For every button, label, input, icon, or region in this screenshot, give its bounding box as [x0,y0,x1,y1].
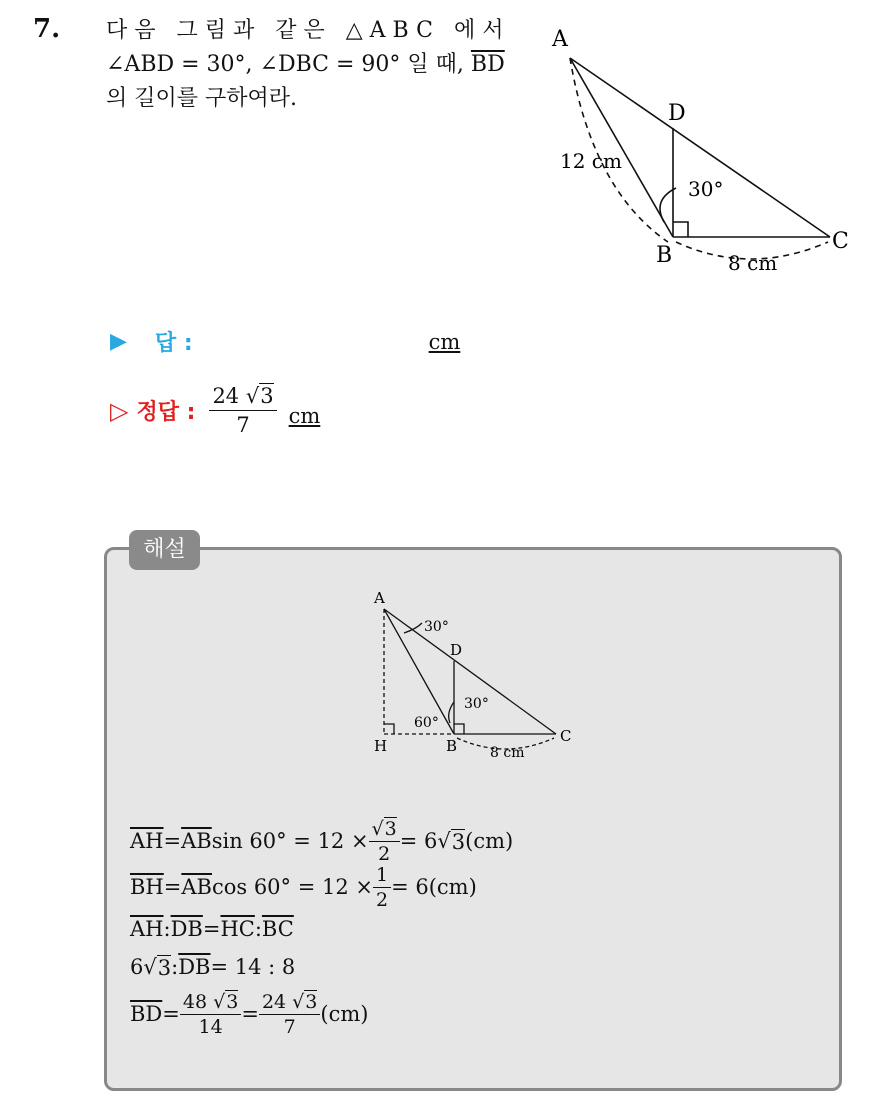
correct-label: 정답 : [136,400,196,425]
denominator: 2 [376,888,389,911]
sol-label-b: B [446,737,458,755]
label-b: B [656,243,673,268]
seg-hc: $\overline{HC}$ [220,917,255,941]
solution-lines [130,818,513,1042]
numerator: 24 √3 [259,991,320,1015]
colon: : [254,917,262,941]
sol-side-ac [384,609,556,734]
int: 24 [261,990,287,1013]
seg-bc: $\overline{BC}$ [261,917,294,941]
fraction-2 [259,991,320,1038]
eq: = [241,1002,259,1026]
sol-label-len-bc: 8 cm [490,745,525,761]
sol-angle-arc-b [449,702,454,723]
sol-right-angle-b [454,724,464,734]
seg-db: $\overline{DB}$ [170,917,203,941]
eq: = [202,917,221,941]
sqrt-value: 3 [226,990,239,1013]
text: (cm) [465,829,514,853]
seg-ah: $\overline{AH}$ [130,917,164,941]
colon: : [171,955,179,979]
fraction [369,818,400,865]
seg-ah: $\overline{AH}$ [130,829,164,853]
fraction [373,864,391,911]
answer-label: 답 : [154,331,193,356]
answer-row [110,326,460,357]
solution-line-3 [130,910,513,948]
numerator: √3 [369,818,400,842]
label-d: D [668,101,686,126]
text: cos 60° = 12 × [211,875,373,899]
correct-unit: cm [288,403,321,428]
denominator: 7 [283,1015,296,1038]
int: 48 [182,990,208,1013]
correct-denominator: 7 [236,413,250,437]
seg-ab: $\overline{AB}$ [181,829,212,853]
correct-numerator: 24 √3 [209,383,276,411]
answer-arrow-icon: ▶ [110,329,127,354]
question-number: 7. [33,14,61,44]
label-a: A [552,27,568,52]
eq: = [163,875,182,899]
text: sin 60° = 12 × [211,829,369,853]
numerator: 48 √3 [180,991,241,1015]
eq: = [163,829,182,853]
text: (cm) [320,1002,369,1026]
question-line-2 [106,48,526,82]
answer-unit: cm [428,329,461,354]
text: = 6(cm) [391,875,477,899]
triangle-figure [540,20,860,280]
side-ac [570,58,830,237]
sol-label-angle-a: 30° [424,619,449,635]
label-len-bc: 8 cm [728,251,778,275]
sol-label-d: D [450,641,463,659]
segment-bd: $\overline{BD}$ [470,52,505,77]
sol-label-h: H [374,737,388,755]
correct-arrow-icon: ▷ [110,396,129,425]
sqrt-value: 3 [451,829,466,854]
correct-answer-row [110,383,320,438]
label-angle: 30° [688,177,724,201]
solution-line-2 [130,864,513,910]
sqrt-value: 3 [157,955,172,980]
colon: : [163,917,171,941]
denominator: 14 [198,1015,223,1038]
sol-angle-arc-a [404,623,422,633]
sqrt-value: 3 [305,990,318,1013]
text: 6 [130,955,144,979]
sol-label-angle-b: 60° [414,715,439,731]
sol-right-angle-h [384,724,394,734]
denominator: 2 [378,842,391,865]
solution-tab: 해설 [129,530,200,570]
numerator-sqrt: 3 [260,384,274,408]
numerator: 1 [373,864,391,888]
solution-line-1: $\overline{AH}$ = $\overline{AB}$ sin 60° = 12 × $\frac{√3}{2}$ = 6 √ 3 (cm) [130,817,514,865]
correct-fraction [209,383,276,438]
eq: = [162,1002,180,1026]
label-len-ab: 12 cm [560,149,622,173]
seg-db: $\overline{DB}$ [178,955,211,979]
question-text [106,14,526,116]
sol-label-angle-d: 30° [464,696,489,712]
solution-line-5 [130,986,513,1042]
question-line-1: 다음 그림과 같은 △ABC 에서 [106,18,511,43]
question-line-3: 의 길이를 구하여라. [106,86,297,111]
solution-figure [360,585,590,775]
seg-ab: $\overline{AB}$ [181,875,212,899]
numerator-int: 24 [212,384,240,408]
fraction-1 [180,991,241,1038]
text: = 14 : 8 [210,955,296,979]
question-line-2-text: ∠ABD = 30°, ∠DBC = 90° 일 때, [106,52,471,77]
side-ab [570,58,673,237]
seg-bh: $\overline{BH}$ [130,875,164,899]
text: = 6 [399,829,438,853]
right-angle-mark [673,222,688,237]
label-c: C [832,229,849,254]
sqrt-value: 3 [384,817,397,840]
seg-bd: $\overline{BD}$ [130,1002,163,1026]
solution-line-4: 6 √ 3 : $\overline{DB}$ = 14 : 8 [130,955,296,980]
sol-label-c: C [560,727,572,745]
sol-label-a: A [374,589,385,607]
